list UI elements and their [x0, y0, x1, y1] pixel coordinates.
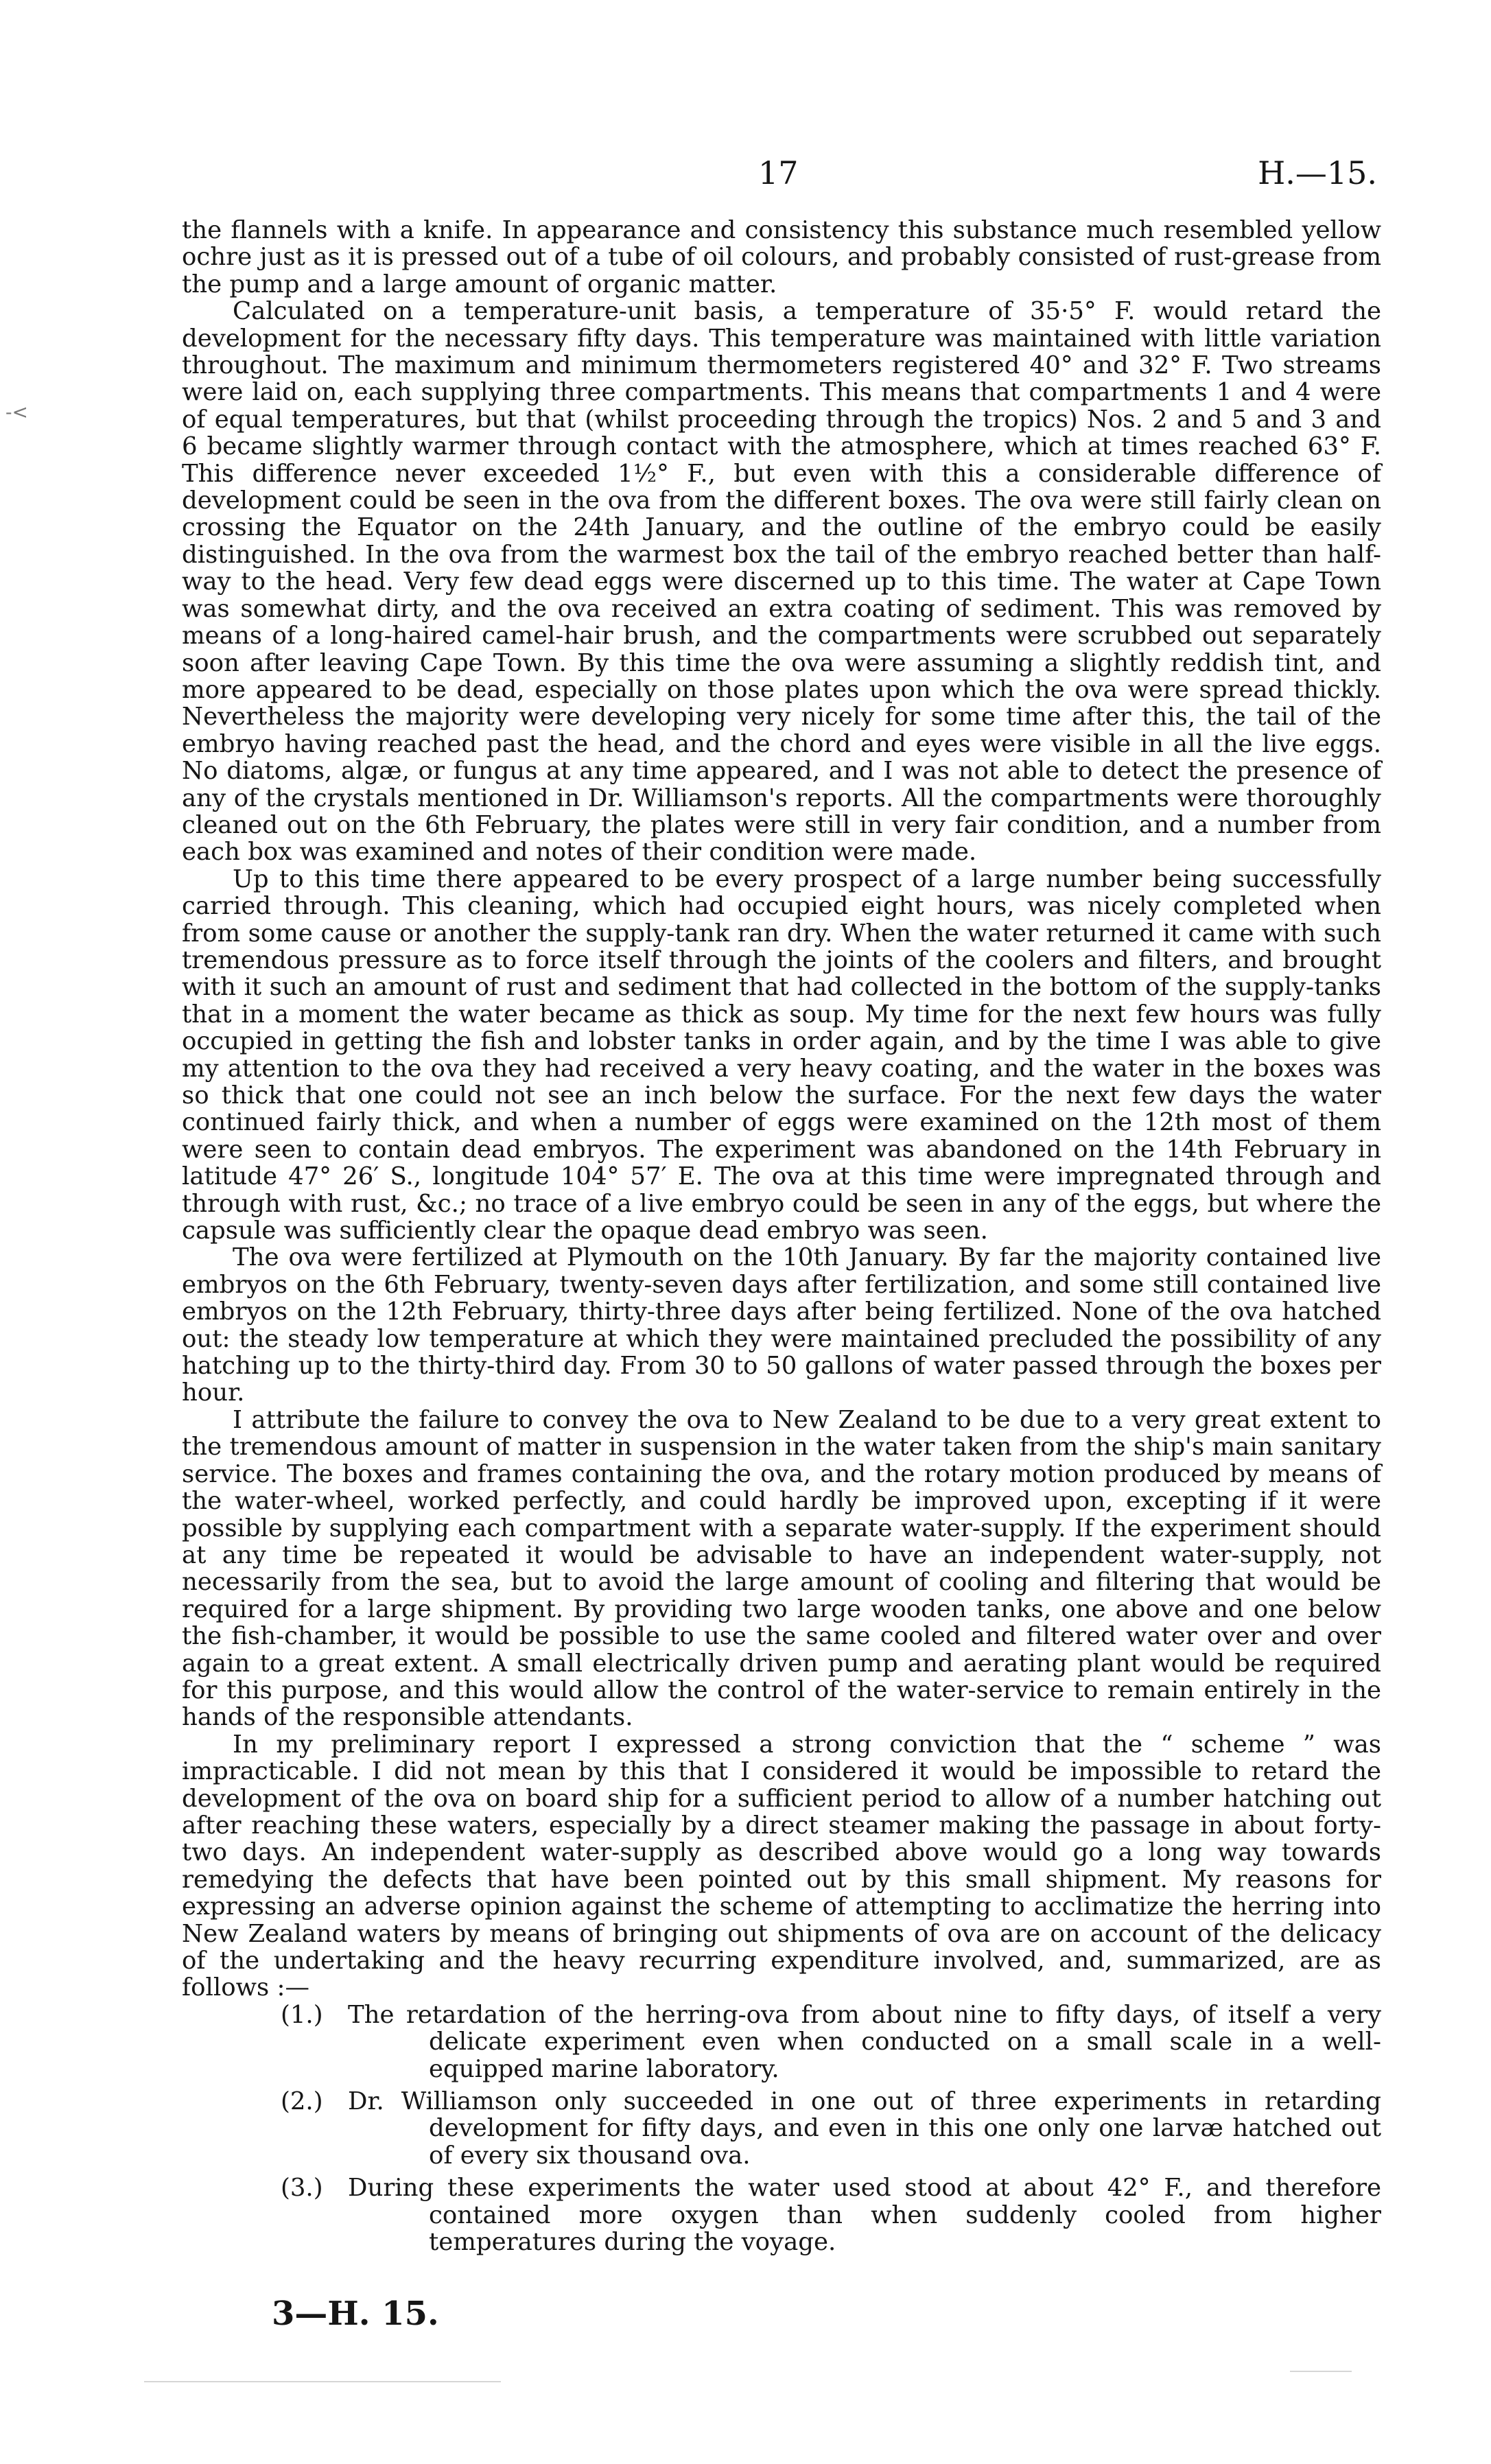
paragraph-temperature: Calculated on a temperature-unit basis, a temperature of 35·5° F. would retard the development for the necessary fifty days. This temperature was maintained with little variation throughout. The maximum and minimum thermometers registered 40° and 32° F. Two streams were laid on, each supplying three compartments. This means that compartments 1 and 4 were of equal temperatures, but that (whilst proceeding through the tropics) Nos. 2 and 5 and 3 and 6 became slightly warmer through contact with the atmosphere, which at times reached 63° F. This difference never exceeded 1½° F., but even with this a considerable difference of development could be seen in the ova from the different boxes. The ova were still fairly clean on crossing the Equator on the 24th January, and the outline of the embryo could be easily distinguished. In the ova from the warmest box the tail of the embryo reached better than half-way to the head. Very few dead eggs were discerned up to this time. The water at Cape Town was somewhat dirty, and the ova received an extra coating of sediment. This was removed by means of a long-haired camel-hair brush, and the compartments were scrubbed out separately soon after leaving Cape Town. By this time the ova were assuming a slightly reddish tint, and more appeared to be dead, especially on those plates upon which the ova were spread thickly. Nevertheless the majority were developing very nicely for some time after this, the tail of the embryo having reached past the head, and the chord and eyes were visible in all the live eggs. No diatoms, algæ, or fungus at any time appeared, and I was not able to detect the presence of any of the crystals mentioned in Dr. Williamson's reports. All the compartments were thoroughly cleaned out on the 6th February, the plates were still in very fair condition, and a number from each box was examined and notes of their condition were made. [182, 297, 1381, 867]
reasons-list [182, 2002, 1381, 2256]
signature-mark: 3—H. 15. [272, 2295, 439, 2333]
list-item [182, 2174, 1381, 2255]
page-header [0, 152, 1491, 200]
paragraph-preliminary-report: In my preliminary report I expressed a strong conviction that the “ scheme ” was impracticable. I did not mean by this that I considered it would be impossible to retard the development of the ova on board ship for a sufficient period to allow of a number hatching out after reaching these waters, especially by a direct steamer making the passage in about forty-two days. An independent water-supply as described above would go a long way towards remedying the defects that have been pointed out by this small shipment. My reasons for expressing an adverse opinion against the scheme of attempting to acclimatize the herring into New Zealand waters by means of bringing out shipments of ova are on account of the delicacy of the undertaking and the heavy recurring expenditure involved, and, summarized, are as follows :— [182, 1730, 1381, 2002]
margin-mark: -< [5, 401, 28, 423]
list-item-text: The retardation of the herring-ova from about nine to fifty days, of itself a very delicate experiment even when conducted on a small scale in a well-equipped marine laboratory. [348, 2000, 1381, 2083]
page-reference: H.—15. [1258, 154, 1377, 191]
scan-speckle [1290, 2371, 1352, 2372]
paragraph-continuation: the flannels with a knife. In appearance and consistency this substance much resembled yellow ochre just as it is pressed out of a tube of oil colours, and probably consisted of rust-grease from the pump and a large amount of organic matter. [182, 216, 1381, 298]
list-item-text: During these experiments the water used stood at about 42° F., and therefore contained more oxygen than when suddenly cooled from higher temperatures during the voyage. [348, 2174, 1381, 2257]
list-item-number: (3.) [281, 2174, 323, 2203]
paragraph-supply-tank: Up to this time there appeared to be every prospect of a large number being successfully carried through. This cleaning, which had occupied eight hours, was nicely completed when from some cause or another the supply-tank ran dry. When the water returned it came with such tremendous pressure as to force itself through the joints of the coolers and filters, and brought with it such an amount of rust and sediment that had collected in the bottom of the supply-tanks that in a moment the water became as thick as soup. My time for the next few hours was fully occupied in getting the fish and lobster tanks in order again, and by the time I was able to give my attention to the ova they had received a very heavy coating, and the water in the boxes was so thick that one could not see an inch below the surface. For the next few days the water continued fairly thick, and when a number of eggs were examined on the 12th most of them were seen to contain dead embryos. The experiment was abandoned on the 14th February in latitude 47° 26′ S., longitude 104° 57′ E. The ova at this time were impregnated through and through with rust, &c.; no trace of a live embryo could be seen in any of the eggs, but where the capsule was sufficiently clear the opaque dead embryo was seen. [182, 865, 1381, 1245]
body-text [182, 217, 1381, 2261]
list-item [182, 2088, 1381, 2169]
list-item-number: (2.) [281, 2087, 323, 2116]
scan-speckle [144, 2381, 501, 2382]
list-item-number: (1.) [281, 2000, 323, 2029]
list-item [182, 2002, 1381, 2082]
paragraph-failure-cause: I attribute the failure to convey the ova to New Zealand to be due to a very great extent to the tremendous amount of matter in suspension in the water taken from the ship's main sanitary service. The boxes and frames containing the ova, and the rotary motion produced by means of the water-wheel, worked perfectly, and could hardly be improved upon, excepting if it were possible by supplying each compartment with a separate water-supply. If the experiment should at any time be repeated it would be advisable to have an independent water-supply, not necessarily from the sea, but to avoid the large amount of cooling and filtering that would be required for a large shipment. By providing two large wooden tanks, one above and one below the fish-chamber, it would be possible to use the same cooled and filtered water over and over again to a great extent. A small electrically driven pump and aerating plant would be required for this purpose, and this would allow the control of the water-service to remain entirely in the hands of the responsible attendants. [182, 1405, 1381, 1732]
paragraph-fertilization: The ova were fertilized at Plymouth on the 10th January. By far the majority contained live embryos on the 6th February, twenty-seven days after fertilization, and some still contained live embryos on the 12th February, thirty-three days after being fertilized. None of the ova hatched out: the steady low temperature at which they were maintained precluded the possibility of any hatching up to the thirty-third day. From 30 to 50 gallons of water passed through the boxes per hour. [182, 1243, 1381, 1407]
page-number: 17 [758, 154, 799, 191]
list-item-text: Dr. Williamson only succeeded in one out of three experiments in retarding development for fifty days, and even in this one only one larvæ hatched out of every six thousand ova. [348, 2087, 1381, 2170]
